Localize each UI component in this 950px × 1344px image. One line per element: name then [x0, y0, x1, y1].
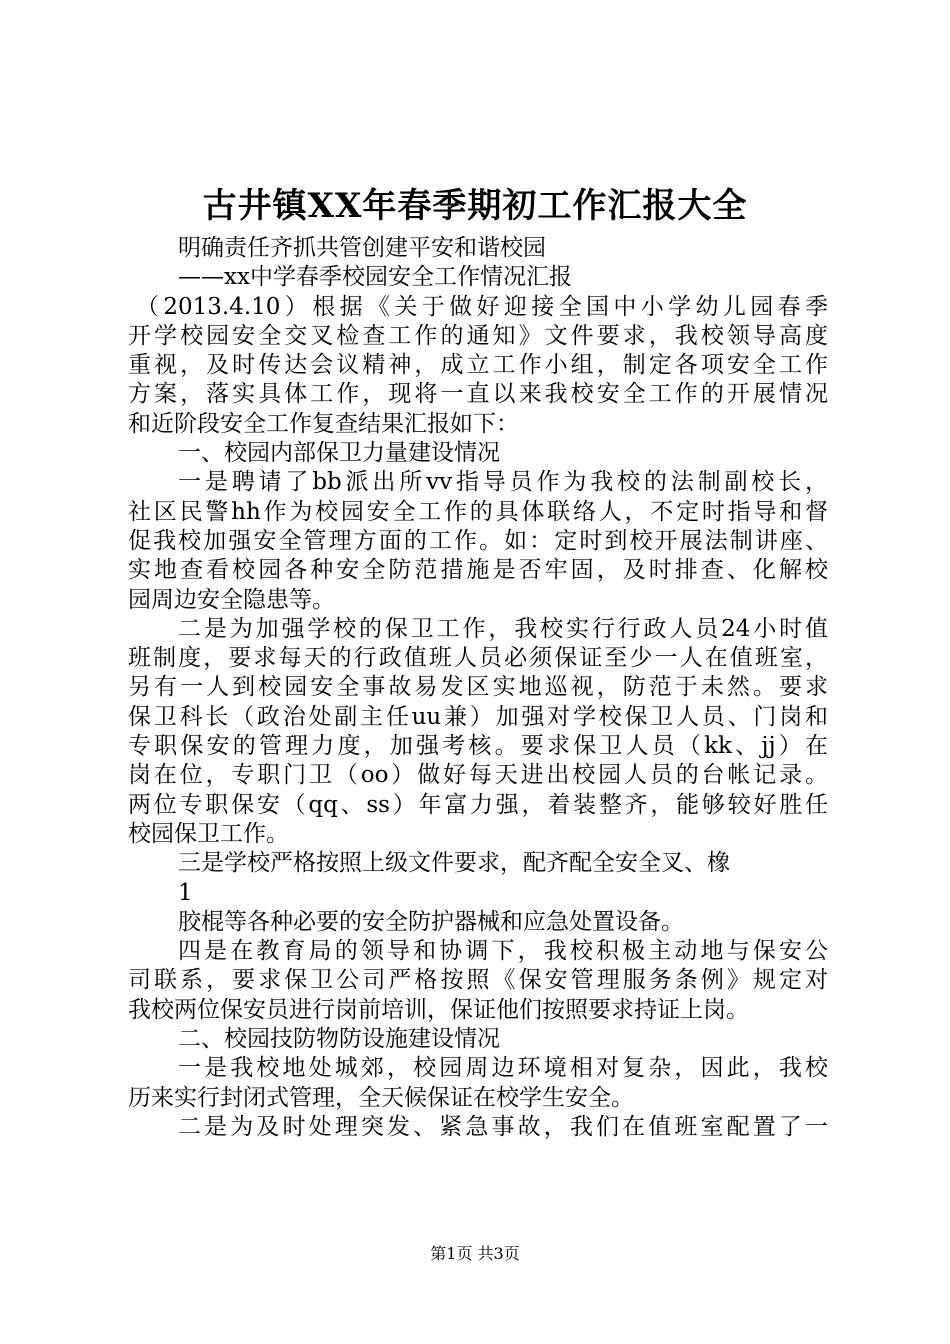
document-body	[128, 234, 828, 1142]
section-heading: 二、校园技防物防设施建设情况	[178, 1026, 500, 1053]
paragraph-line: 保卫科长（政治处副主任uu兼）加强对学校保卫人员、门岗和	[128, 703, 828, 730]
paragraph-line: 方案，落实具体工作，现将一直以来我校安全工作的开展情况	[128, 381, 828, 408]
subtitle-line: 明确责任齐抓共管创建平安和谐校园	[178, 235, 546, 261]
paragraph-line: 岗在位，专职门卫（oo）做好每天进出校园人员的台帐记录。	[128, 762, 828, 789]
paragraph-line: 促我校加强安全管理方面的工作。如：定时到校开展法制讲座、	[128, 527, 828, 554]
paragraph-line: 社区民警hh作为校园安全工作的具体联络人，不定时指导和督	[128, 498, 828, 525]
paragraph-line: 我校两位保安员进行岗前培训，保证他们按照要求持证上岗。	[128, 996, 749, 1023]
paragraph-line: 重视，及时传达会议精神，成立工作小组，制定各项安全工作	[128, 352, 828, 379]
paragraph-line: （2013.4.10）根据《关于做好迎接全国中小学幼儿园春季	[136, 293, 828, 320]
paragraph-line: 二是为及时处理突发、紧急事故，我们在值班室配置了一	[178, 1113, 828, 1140]
paragraph-line: 专职保安的管理力度，加强考核。要求保卫人员（kk、jj）在	[128, 733, 828, 760]
paragraph-line: 胶棍等各种必要的安全防护器械和应急处置设备。	[178, 908, 684, 935]
paragraph-line: 和近阶段安全工作复查结果汇报如下：	[128, 410, 519, 437]
paragraph-line: 历来实行封闭式管理，全天候保证在校学生安全。	[128, 1084, 634, 1111]
paragraph-line: 园周边安全隐患等。	[128, 586, 335, 613]
subtitle-line: ——xx中学春季校园安全工作情况汇报	[178, 264, 572, 291]
paragraph-line: 班制度，要求每天的行政值班人员必须保证至少一人在值班室，	[128, 645, 828, 672]
paragraph-line: 司联系，要求保卫公司严格按照《保安管理服务条例》规定对	[128, 967, 828, 994]
document-title: 古井镇XX年春季期初工作汇报大全	[202, 186, 748, 226]
paragraph-line: 四是在教育局的领导和协调下，我校积极主动地与保安公	[178, 938, 828, 965]
paragraph-line: 两位专职保安（qq、ss）年富力强，着装整齐，能够较好胜任	[128, 791, 828, 818]
paragraph-line: 开学校园安全交叉检查工作的通知》文件要求，我校领导高度	[128, 322, 828, 349]
paragraph-line: 一是我校地处城郊，校园周边环境相对复杂，因此，我校	[178, 1055, 828, 1082]
inline-page-number: 1	[178, 879, 193, 906]
paragraph-line: 校园保卫工作。	[128, 820, 289, 847]
paragraph-line: 一是聘请了bb派出所vv指导员作为我校的法制副校长，	[178, 469, 828, 496]
paragraph-line: 实地查看校园各种安全防范措施是否牢固，及时排查、化解校	[128, 557, 828, 584]
page-footer: 第1页 共3页	[430, 1244, 520, 1263]
paragraph-line: 另有一人到校园安全事故易发区实地巡视，防范于未然。要求	[128, 674, 828, 701]
paragraph-line: 三是学校严格按照上级文件要求，配齐配全安全叉、橡	[178, 850, 730, 877]
section-heading: 一、校园内部保卫力量建设情况	[178, 440, 500, 467]
paragraph-line: 二是为加强学校的保卫工作，我校实行行政人员24小时值	[178, 615, 828, 642]
